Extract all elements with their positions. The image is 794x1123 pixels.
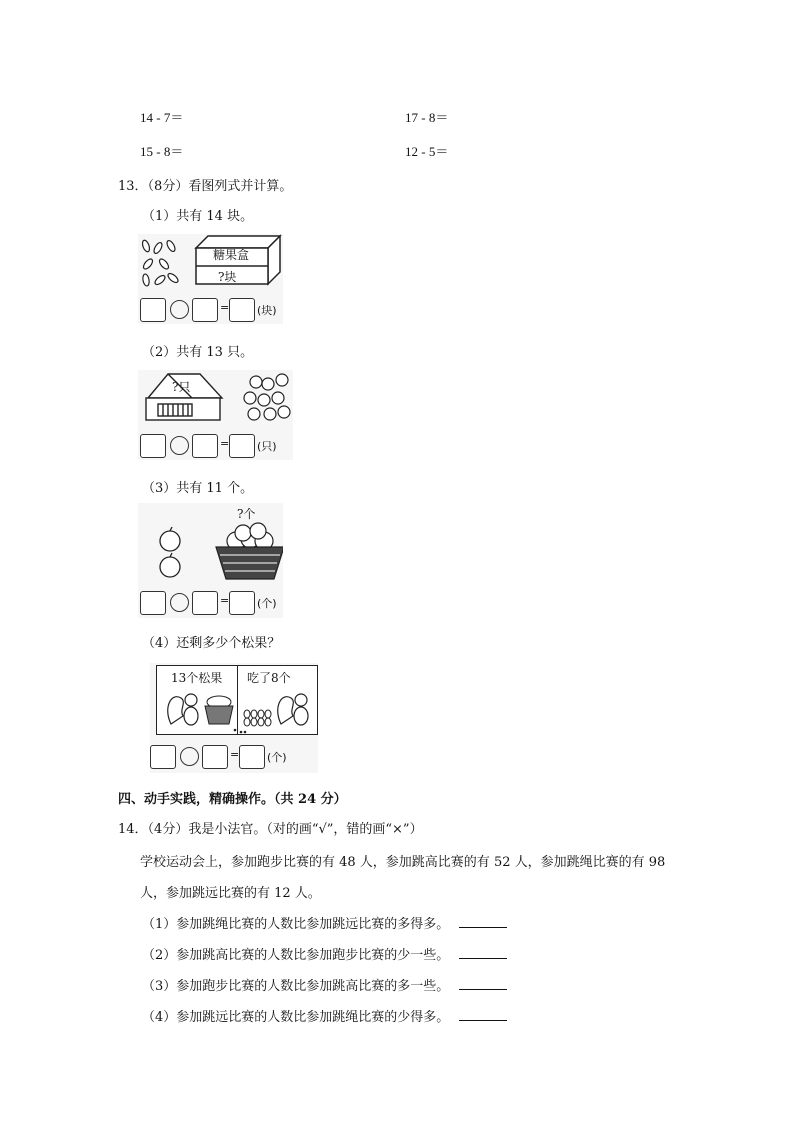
statement-text: （4）参加跳远比赛的人数比参加跳绳比赛的少得多。 <box>142 1010 450 1025</box>
pinecone-icon <box>244 710 271 726</box>
result-box[interactable] <box>229 298 255 322</box>
unit-label: (只) <box>257 440 277 453</box>
question-13-title: 13．（8分）看图列式并计算。 <box>118 179 293 194</box>
q14-text-line2: 人，参加跳远比赛的有 12 人。 <box>140 886 321 901</box>
q13-part3-answer-row <box>140 589 283 615</box>
answer-box[interactable] <box>192 298 218 322</box>
q14-statement-3 <box>142 975 507 994</box>
q13-part4-figure <box>150 663 318 773</box>
apples-and-basket-illustration <box>138 503 283 585</box>
house-and-animals-illustration <box>138 370 293 428</box>
equation-15-8: 15 - 8＝ <box>140 144 184 159</box>
statement-text: （2）参加跳高比赛的人数比参加跑步比赛的少一些。 <box>142 948 450 963</box>
unit-label: (个) <box>257 597 277 610</box>
equal-sign: = <box>220 594 230 607</box>
squirrel-icon <box>168 694 308 725</box>
squirrel-illustration <box>157 666 317 734</box>
q14-statement-1 <box>142 913 507 932</box>
result-box[interactable] <box>229 591 255 615</box>
operator-circle[interactable] <box>170 593 189 612</box>
answer-box[interactable] <box>192 591 218 615</box>
answer-blank[interactable] <box>459 977 507 990</box>
equation-17-8: 17 - 8＝ <box>405 110 449 125</box>
q14-statement-2 <box>142 944 507 963</box>
candy-icon <box>141 239 179 286</box>
operator-circle[interactable] <box>170 436 189 455</box>
pinecone-panel <box>156 665 318 735</box>
q13-part4-answer-row <box>150 743 295 769</box>
answer-box[interactable] <box>140 591 166 615</box>
q13-part3-label: （3）共有 11 个。 <box>142 481 254 496</box>
answer-box[interactable] <box>150 745 176 769</box>
answer-blank[interactable] <box>459 915 507 928</box>
candy-and-box-illustration <box>138 234 283 294</box>
right-caption: 吃了8个 <box>247 671 291 685</box>
answer-blank[interactable] <box>459 946 507 959</box>
equal-sign: = <box>230 748 240 761</box>
operator-circle[interactable] <box>170 300 189 319</box>
statement-text: （1）参加跳绳比赛的人数比参加跳远比赛的多得多。 <box>142 917 450 932</box>
equation-12-5: 12 - 5＝ <box>405 144 449 159</box>
q14-text-line1: 学校运动会上，参加跑步比赛的有 48 人，参加跳高比赛的有 52 人，参加跳绳比赛的有 98 <box>140 855 666 870</box>
statement-text: （3）参加跑步比赛的人数比参加跳高比赛的多一些。 <box>142 979 450 994</box>
answer-blank[interactable] <box>459 1008 507 1021</box>
q13-part2-answer-row <box>140 432 290 458</box>
animal-icon <box>244 374 290 420</box>
q13-part3-figure <box>138 503 283 618</box>
q13-part1-label: （1）共有 14 块。 <box>142 209 254 224</box>
equal-sign: = <box>220 437 230 450</box>
house-question: ?只 <box>172 380 191 394</box>
result-box[interactable] <box>239 745 265 769</box>
answer-box[interactable] <box>140 434 166 458</box>
answer-box[interactable] <box>140 298 166 322</box>
unit-label: (块) <box>257 304 277 317</box>
question-14-title: 14．（4分）我是小法官。（对的画“√”，错的画“×”） <box>118 822 423 837</box>
basket-icon <box>205 696 233 724</box>
q13-part4-label: （4）还剩多少个松果？ <box>142 636 281 651</box>
answer-box[interactable] <box>202 745 228 769</box>
equation-14-7: 14 - 7＝ <box>140 110 184 125</box>
answer-box[interactable] <box>192 434 218 458</box>
q13-part2-figure <box>138 370 293 460</box>
candy-box-label: 糖果盒 <box>213 248 250 262</box>
basket-icon <box>216 523 283 579</box>
result-box[interactable] <box>229 434 255 458</box>
candy-box-question: ?块 <box>218 270 237 284</box>
q13-part1-answer-row <box>140 296 283 322</box>
equal-sign: = <box>220 301 230 314</box>
unit-label: (个) <box>267 751 287 764</box>
q13-part1-figure <box>138 234 283 324</box>
q14-statement-4 <box>142 1006 507 1025</box>
q13-part2-label: （2）共有 13 只。 <box>142 345 254 360</box>
left-caption: 13个松果 <box>171 671 223 685</box>
basket-question: ?个 <box>237 507 256 521</box>
operator-circle[interactable] <box>180 747 199 766</box>
apple-icon <box>160 527 180 577</box>
section-4-title: 四、动手实践，精确操作。（共 24 分） <box>118 792 347 807</box>
